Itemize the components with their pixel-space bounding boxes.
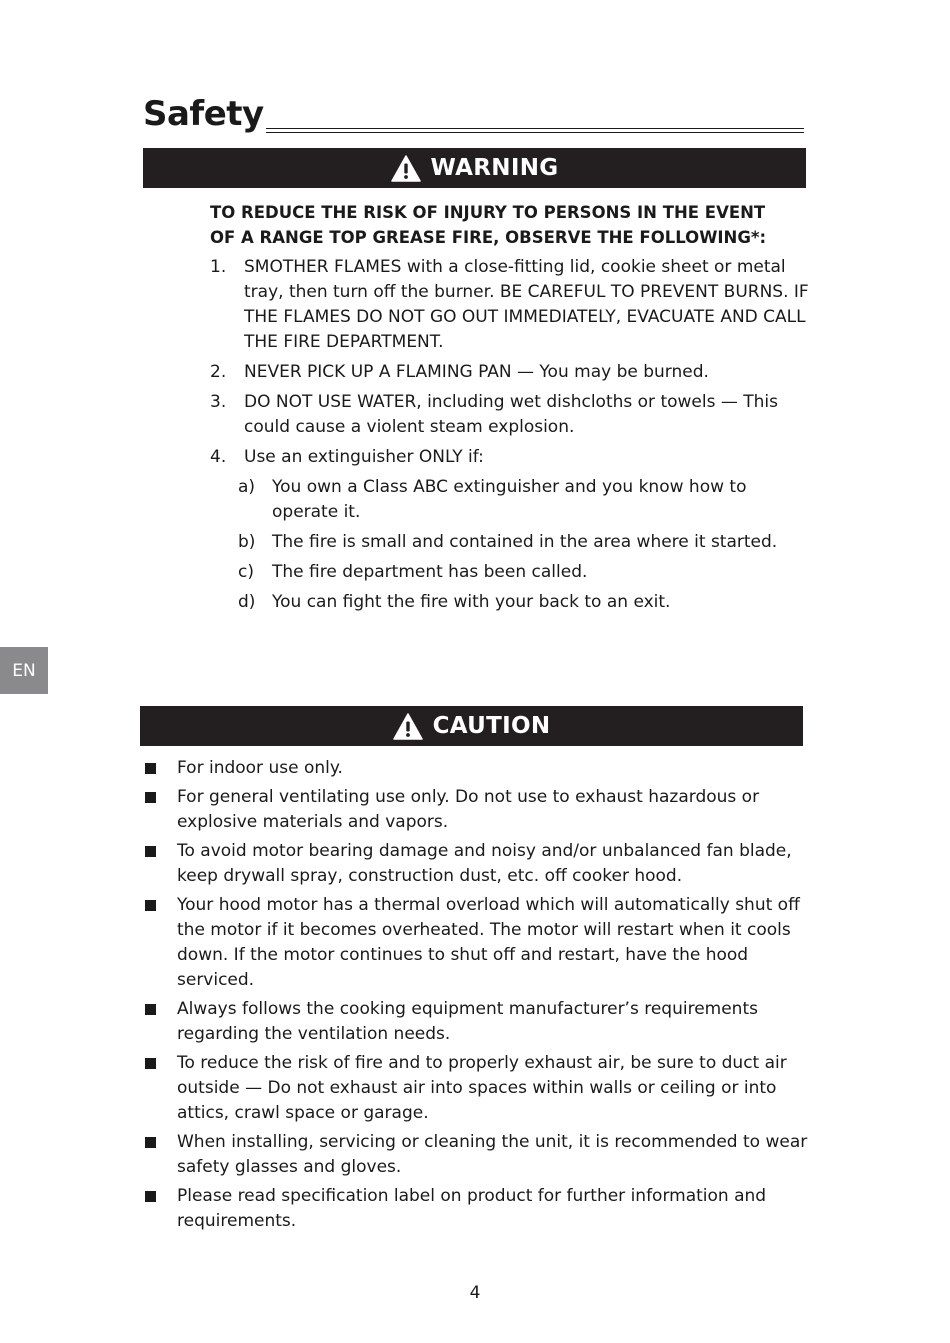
item-text: SMOTHER FLAMES with a close-fitting lid, cookie sheet or metal tray, then turn off the burner. BE CAREFUL TO PREVENT BURNS. IF THE FLAMES DO NOT GO OUT IMMEDIATELY, EVACUATE AND CALL THE FIRE DEPARTMENT. [244,257,809,352]
square-bullet-icon [145,893,177,993]
square-bullet-icon [145,756,177,781]
warning-banner [143,148,806,188]
language-tab: EN [0,647,48,694]
warning-section [210,200,810,620]
bullet-text: To avoid motor bearing damage and noisy and/or unbalanced fan blade, keep drywall spray, construction dust, etc. off cooker hood. [177,841,792,886]
bullet-item [145,839,810,889]
bullet-item [145,756,810,781]
sub-item [238,530,810,555]
square-bullet-icon [145,1130,177,1180]
numbered-item [210,445,810,470]
bullet-text: When installing, servicing or cleaning the unit, it is recommended to wear safety glasses and gloves. [177,1132,808,1177]
square-bullet-icon [145,1184,177,1234]
item-text: NEVER PICK UP A FLAMING PAN — You may be burned. [244,362,709,382]
sub-item-letter: d) [238,592,256,612]
sub-item [238,590,810,615]
sub-item-text: The fire department has been called. [272,562,588,582]
warning-intro-line: TO REDUCE THE RISK OF INJURY TO PERSONS IN THE EVENT [210,203,766,222]
square-bullet-icon [145,997,177,1047]
bullet-item [145,785,810,835]
caution-banner [140,706,803,746]
item-text: DO NOT USE WATER, including wet dishcloths or towels — This could cause a violent steam explosion. [244,392,778,437]
bullet-text: For indoor use only. [177,758,343,778]
item-text: Use an extinguisher ONLY if: [244,447,484,467]
bullet-item [145,1184,810,1234]
sub-item-letter: a) [238,477,256,497]
sub-item-text: The fire is small and contained in the area where it started. [272,532,778,552]
item-number: 2. [210,362,227,382]
warning-intro [210,200,810,250]
page-title: Safety [143,94,264,134]
page-number: 4 [469,1283,481,1303]
warning-triangle-icon [391,155,421,182]
numbered-item [210,390,810,440]
square-bullet-icon [145,785,177,835]
bullet-item [145,893,810,993]
bullet-text: Your hood motor has a thermal overload which will automatically shut off the motor if it becomes overheated. The motor will restart when it cools down. If the motor continues to shut off and restart, have the hood serviced. [177,895,800,990]
numbered-item [210,360,810,385]
numbered-item [210,255,810,355]
bullet-item [145,997,810,1047]
bullet-item [145,1051,810,1126]
caution-label: CAUTION [432,713,551,739]
bullet-text: For general ventilating use only. Do not use to exhaust hazardous or explosive materials and vapors. [177,787,760,832]
caution-section [145,756,810,1238]
item-number: 1. [210,257,227,277]
bullet-text: To reduce the risk of fire and to properly exhaust air, be sure to duct air outside — Do not exhaust air into spaces within walls or ceiling or into attics, crawl space or garage. [177,1053,787,1123]
sub-item-text: You can fight the fire with your back to an exit. [272,592,671,612]
sub-item [238,475,810,525]
bullet-text: Always follows the cooking equipment manufacturer’s requirements regarding the ventilation needs. [177,999,758,1044]
extinguisher-conditions-list [238,475,810,615]
warning-intro-line: OF A RANGE TOP GREASE FIRE, OBSERVE THE FOLLOWING*: [210,228,767,247]
bullet-text: Please read specification label on product for further information and requirements. [177,1186,767,1231]
square-bullet-icon [145,839,177,889]
sub-item [238,560,810,585]
warning-label: WARNING [430,155,559,181]
item-number: 4. [210,447,227,467]
bullet-item [145,1130,810,1180]
sub-item-letter: b) [238,532,256,552]
item-number: 3. [210,392,227,412]
sub-item-text: You own a Class ABC extinguisher and you know how to operate it. [272,477,747,522]
sub-item-letter: c) [238,562,254,582]
warning-triangle-icon [393,713,423,740]
square-bullet-icon [145,1051,177,1126]
